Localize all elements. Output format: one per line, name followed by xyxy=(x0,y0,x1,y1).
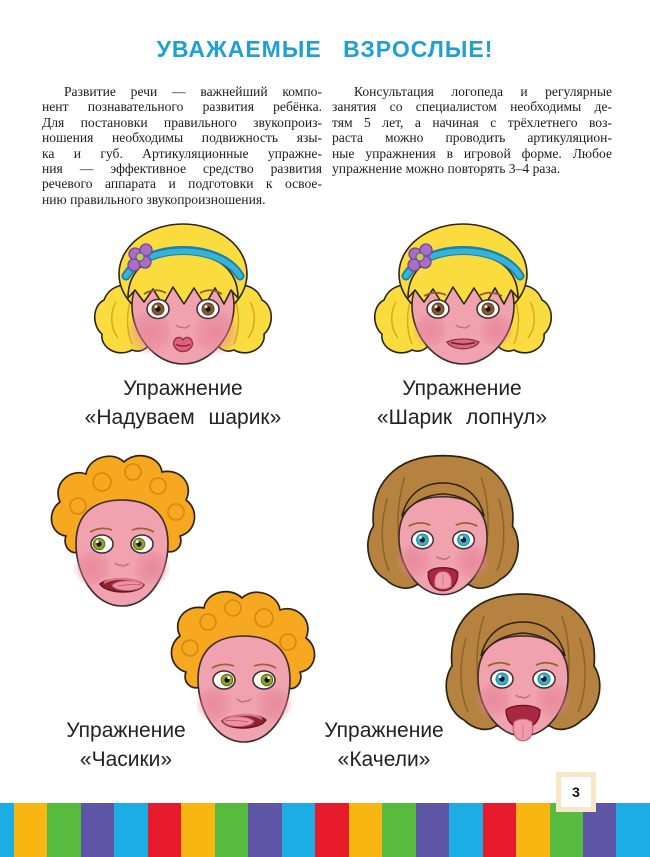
pursed-lips xyxy=(174,337,193,351)
text-line: ка и губ. Артикуляционные упражне- xyxy=(42,145,322,161)
text-line: ные упражнения в игровой форме. Любое xyxy=(332,145,612,161)
caption-label: Упражнение xyxy=(324,719,444,742)
page-number-badge xyxy=(556,772,596,812)
stripe xyxy=(148,803,181,857)
stripe xyxy=(81,803,114,857)
caption-name: «Часики» xyxy=(79,748,173,771)
girl-relaxed-mouth-illustration xyxy=(368,212,558,372)
text-line: нент познавательного развития ребёнка. xyxy=(42,99,322,115)
footer-stripes xyxy=(0,803,650,857)
stripe xyxy=(215,803,248,857)
stripe xyxy=(14,803,47,857)
caption-name: «Надуваем шарик» xyxy=(84,406,282,429)
stripe xyxy=(114,803,147,857)
caption-kacheli xyxy=(264,716,504,774)
text-line: раста можно проводить артикуляцион- xyxy=(332,130,612,146)
caption-label: Упражнение xyxy=(123,377,243,400)
caption-chasiki xyxy=(6,716,246,774)
stripe xyxy=(416,803,449,857)
text-line: нию правильного звукопроизношения. xyxy=(42,191,266,207)
intro-text xyxy=(42,84,612,207)
text-line: тям 5 лет, а начиная с трёхлетнего воз- xyxy=(332,114,612,130)
stripe xyxy=(248,803,281,857)
stripe xyxy=(483,803,516,857)
text-line: занятия со специалистом необходимы де- xyxy=(332,99,612,115)
stripe xyxy=(449,803,482,857)
caption-name: «Качели» xyxy=(337,748,431,771)
stripe xyxy=(315,803,348,857)
stripe xyxy=(47,803,80,857)
page-title: УВАЖАЕМЫЕ ВЗРОСЛЫЕ! xyxy=(156,36,494,62)
stripe xyxy=(382,803,415,857)
caption-sharik-lopnul xyxy=(337,374,587,432)
mouth-tongue-out-down xyxy=(506,706,540,742)
stripe xyxy=(181,803,214,857)
girl-puffed-cheeks-illustration xyxy=(88,212,278,372)
intro-left-column xyxy=(42,84,322,207)
caption-label: Упражнение xyxy=(402,377,522,400)
text-line: Консультация логопеда и регулярные xyxy=(354,84,612,99)
text-line: ния — эффективное средство развития xyxy=(42,161,322,177)
caption-name: «Шарик лопнул» xyxy=(376,406,548,429)
relaxed-open-mouth xyxy=(447,339,479,349)
stripe xyxy=(282,803,315,857)
page-number: 3 xyxy=(572,784,580,800)
caption-label: Упражнение xyxy=(66,719,186,742)
text-line: Для постановки правильного звукопроиз- xyxy=(42,114,322,130)
caption-naduvaem-sharik xyxy=(58,374,308,432)
stripe xyxy=(616,803,649,857)
stripe xyxy=(516,803,549,857)
text-line: ношения необходимы подвижность язы- xyxy=(42,130,322,146)
stripe xyxy=(0,803,14,857)
text-line: речевого аппарата и подготовки к освое- xyxy=(42,176,322,192)
text-line: Развитие речи — важнейший компо- xyxy=(64,84,322,99)
text-line: упражнение можно повторять 3–4 раза. xyxy=(332,161,561,177)
stripe xyxy=(349,803,382,857)
intro-right-column xyxy=(332,84,612,207)
